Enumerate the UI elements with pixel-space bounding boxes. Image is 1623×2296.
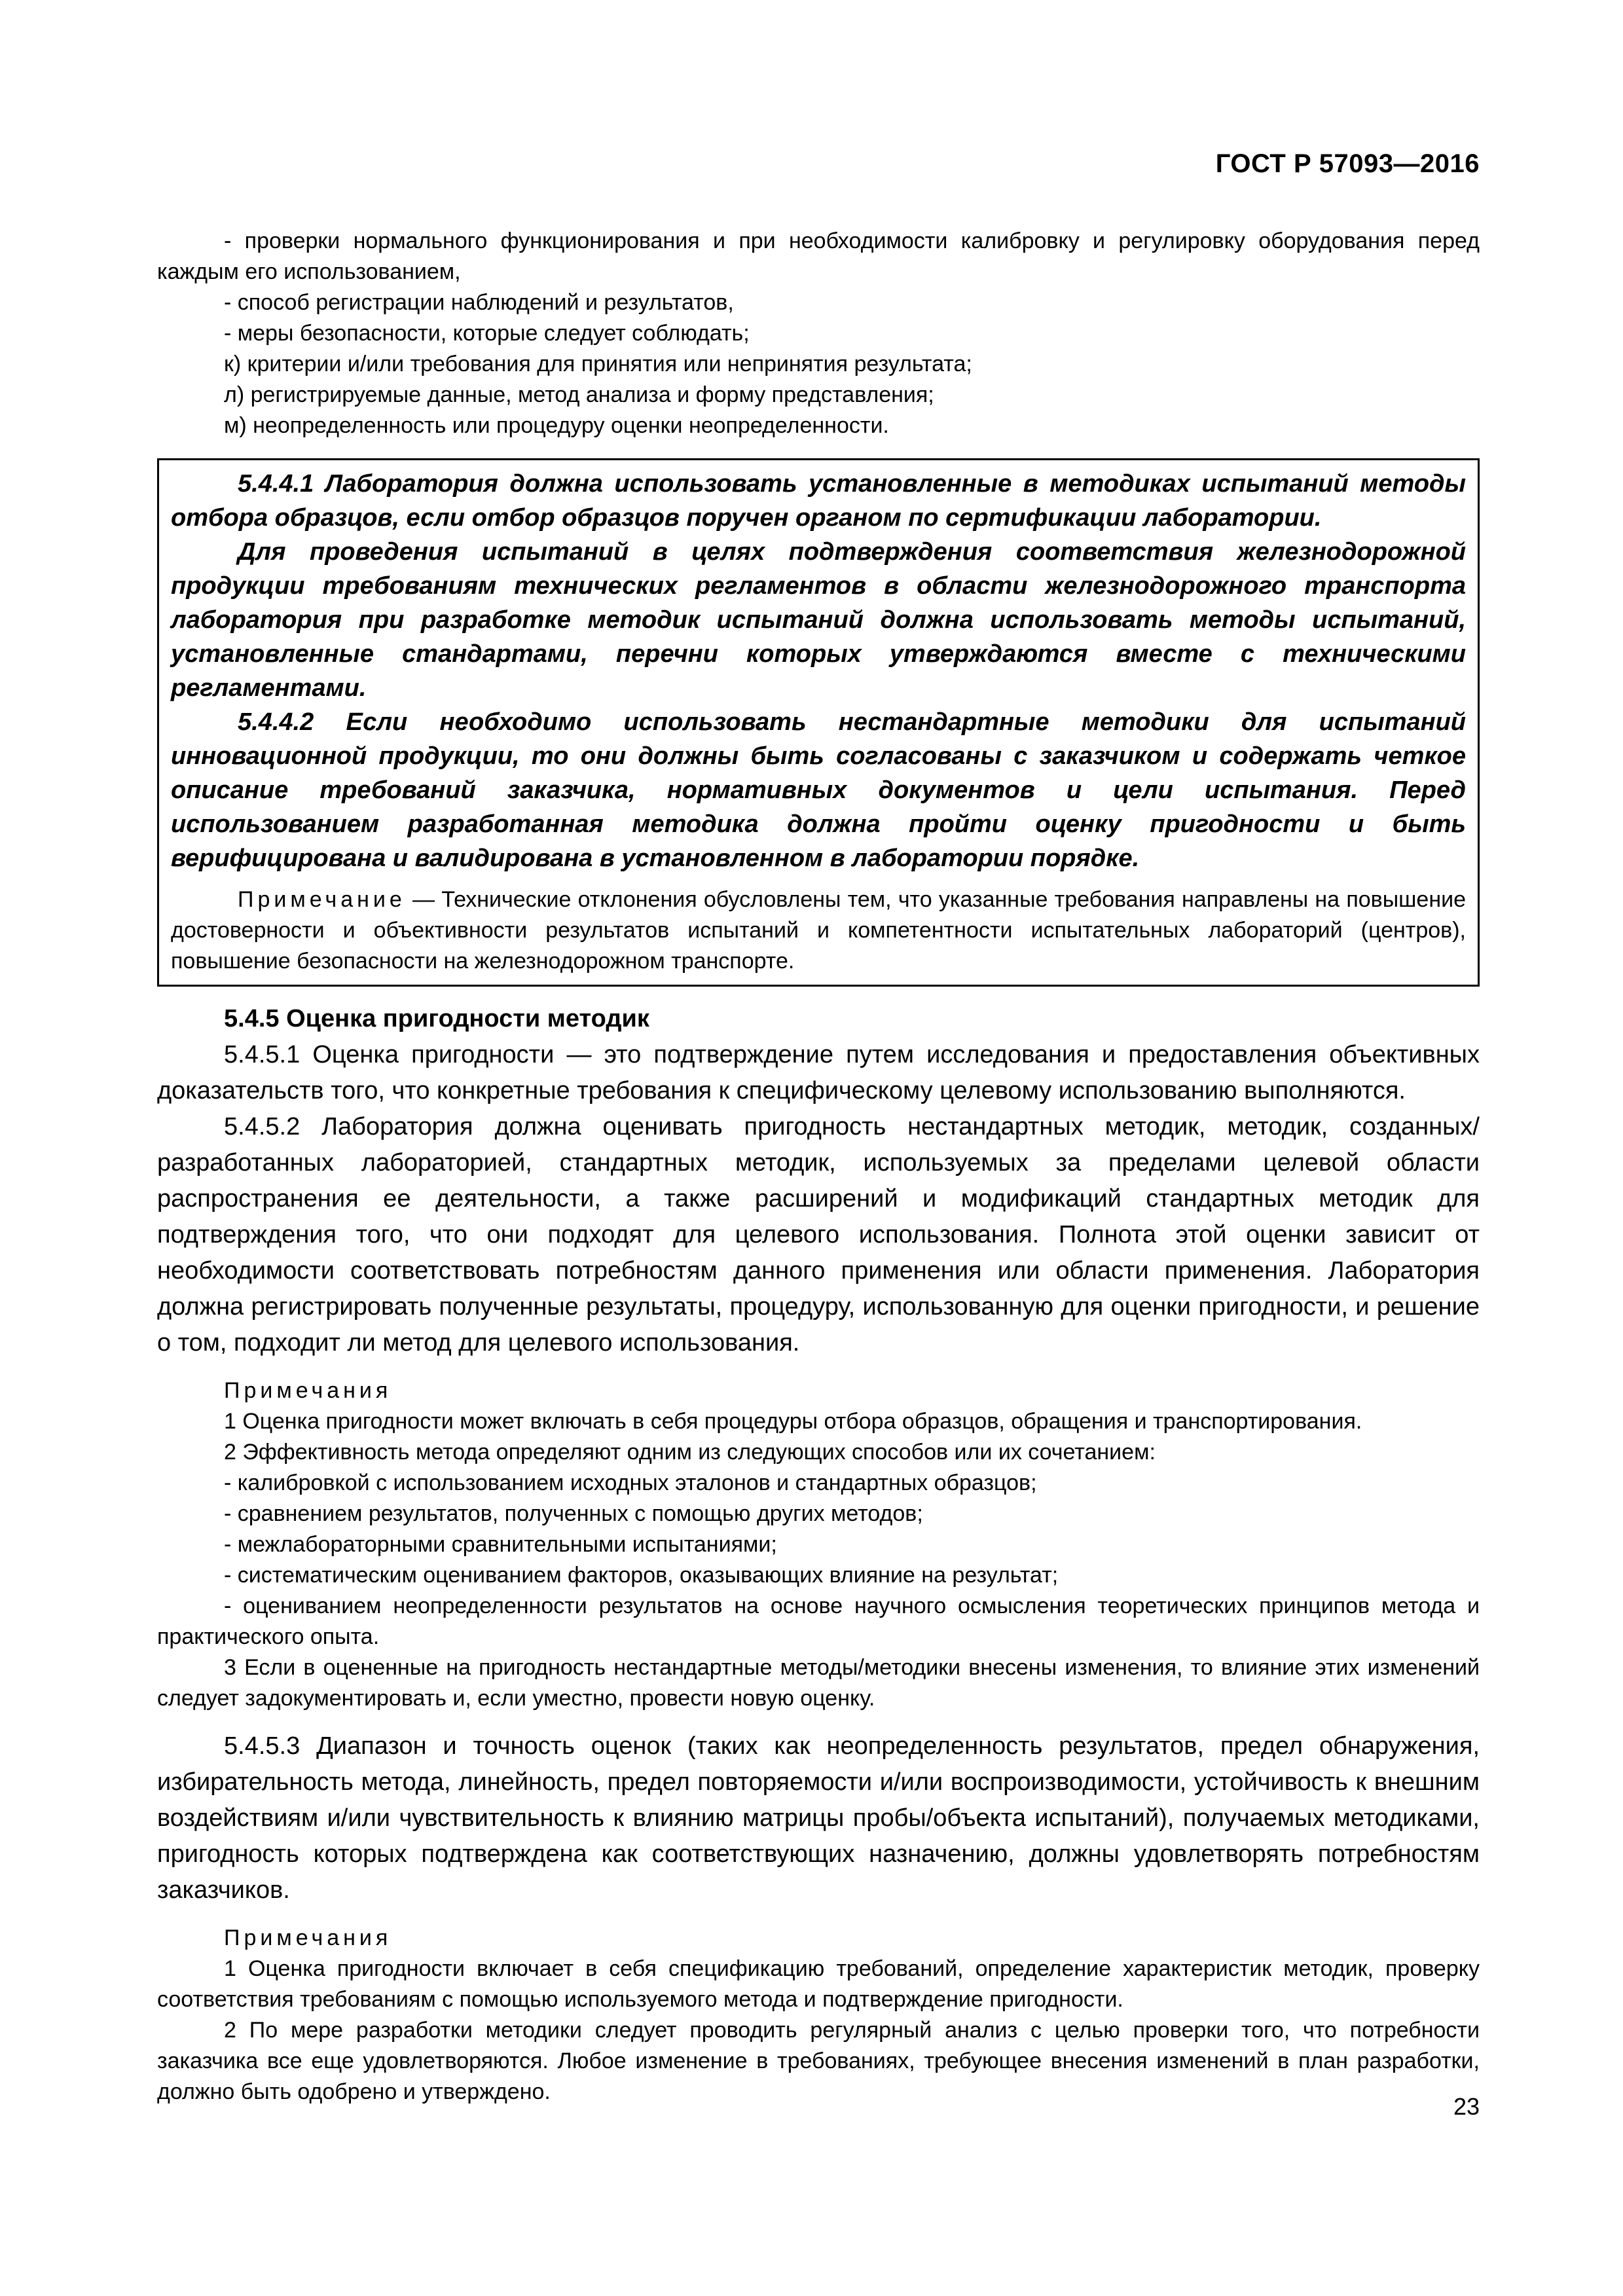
paragraph: 5.4.5.2 Лаборатория должна оценивать пригодность нестандартных методик, методик, созданных/ разработанных лабораторией, стандартных методик, используемых за пределами целевой области распространения ее деятельности, а также расширений и модификаций стандартных методик для подтверждения того, что они подходят для целевого использования. Полнота этой оценки зависит от необходимости соответствовать потребностям данного применения или области применения. Лаборатория должна регистрировать полученные результаты, процедуру, использованную для оценки пригодности, и решение о том, подходит ли метод для целевого использования. [157,1113,1480,1357]
list-item: л) регистрируемые данные, метод анализа и форму представления; [224,382,934,407]
list-item: к) критерии и/или требования для принятия или непринятия результата; [224,352,972,376]
note-item: 2 По мере разработки методики следует проводить регулярный анализ с целью проверки того, что потребности заказчика все еще удовлетворяются. Любое изменение в требованиях, требующее внесения изменений в план разработки, должно быть одобрено и утверждено. [157,2018,1480,2104]
list-item: - меры безопасности, которые следует соблюдать; [224,321,750,346]
list-item: - проверки нормального функционирования и при необходимости калибровку и регулировку оборудования перед каждым его использованием, [157,228,1480,284]
note-text: — Технические отклонения обусловлены тем, что указанные требования направлены на повышение достоверности и объективности результатов испытаний и компетентности испытательных лабораторий (центров), повышение безопасности на железнодорожном транспорте. [171,887,1466,974]
deviation-box [157,458,1480,987]
page-number: 23 [1453,2093,1480,2120]
note-item: 1 Оценка пригодности включает в себя спецификацию требований, определение характеристик методик, проверку соответствия требованиям с помощью используемого метода и подтверждение пригодности. [157,1956,1480,2012]
note-item: 1 Оценка пригодности может включать в себя процедуры отбора образцов, обращения и транспортирования. [224,1409,1362,1434]
list-item: м) неопределенность или процедуру оценки неопределенности. [224,413,889,438]
note-item: - калибровкой с использованием исходных эталонов и стандартных образцов; [224,1470,1037,1495]
box-paragraph: 5.4.4.2 Если необходимо использовать нестандартные методики для испытаний инновационной продукции, то они должны быть согласованы с заказчиком и содержать четкое описание требований заказчика, нормативных документов и цели испытания. Перед использованием разработанная методика должна пройти оценку пригодности и быть верифицирована и валидирована в установленном в лаборатории порядке. [171,708,1466,872]
paragraph: 5.4.5.1 Оценка пригодности — это подтверждение путем исследования и предоставления объективных доказательств того, что конкретные требования к специфическому целевому использованию выполняются. [157,1041,1480,1104]
notes-heading: Примечания [224,1378,392,1403]
notes-heading: Примечания [224,1925,392,1950]
page-body [157,226,1480,2107]
list-item: - способ регистрации наблюдений и результатов, [224,290,734,315]
box-paragraph: 5.4.4.1 Лаборатория должна использовать установленные в методиках испытаний методы отбора образцов, если отбор образцов поручен органом по сертификации лаборатории. [171,470,1466,532]
note-item: - систематическим оцениванием факторов, оказывающих влияние на результат; [224,1563,1059,1588]
note-label: Примечание [238,887,406,912]
box-note [171,884,1466,977]
note-item: - межлабораторными сравнительными испытаниями; [224,1532,777,1557]
box-paragraph: Для проведения испытаний в целях подтверждения соответствия железнодорожной продукции требованиям технических регламентов в области железнодорожного транспорта лаборатория при разработке методик испытаний должна использовать методы испытаний, установленные стандартами, перечни которых утверждаются вместе с техническими регламентами. [171,538,1466,702]
section-title: 5.4.5 Оценка пригодности методик [224,1005,649,1032]
paragraph: 5.4.5.3 Диапазон и точность оценок (таких как неопределенность результатов, предел обнаружения, избирательность метода, линейность, предел повторяемости и/или воспроизводимости, устойчивость к внешним воздействиям и/или чувствительность к влиянию матрицы пробы/объекта испытаний), получаемых методиками, пригодность которых подтверждена как соответствующих назначению, должны удовлетворять потребностям заказчиков. [157,1732,1480,1904]
note-item: - сравнением результатов, полученных с помощью других методов; [224,1501,923,1526]
note-item: 3 Если в оцененные на пригодность нестандартные методы/методики внесены изменения, то влияние этих изменений следует задокументировать и, если уместно, провести новую оценку. [157,1655,1480,1711]
note-item: - оцениванием неопределенности результатов на основе научного осмысления теоретических принципов метода и практического опыта. [157,1594,1480,1649]
document-id: ГОСТ Р 57093—2016 [1215,149,1480,178]
note-item: 2 Эффективность метода определяют одним из следующих способов или их сочетанием: [224,1440,1156,1465]
